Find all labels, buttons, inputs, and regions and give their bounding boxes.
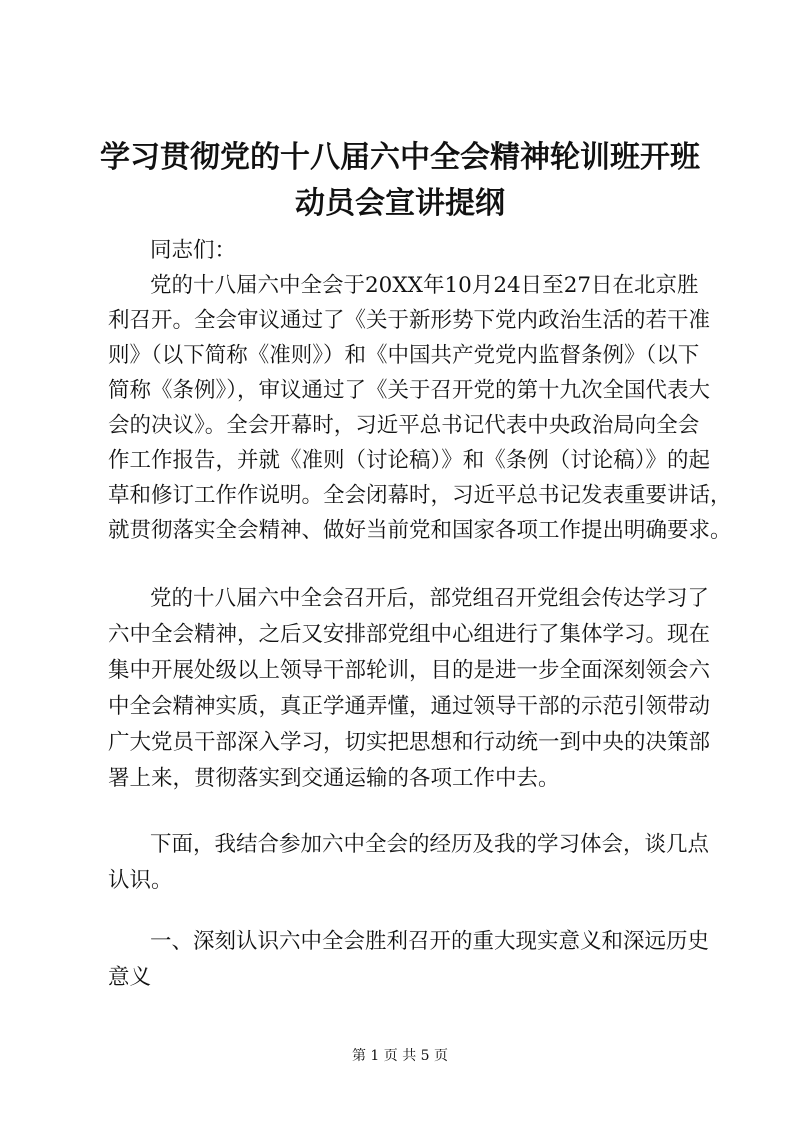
page-number: 第 1 页 共 5 页	[351, 1048, 449, 1064]
paragraph-2-line: 党的十八届六中全会召开后，部党组召开党组会传达学习了	[150, 586, 710, 611]
section-heading-line: 意义	[108, 965, 152, 990]
paragraph-1-line: 党的十八届六中全会于20XX年10月24日至27日在北京胜	[150, 273, 699, 298]
paragraph-3-line: 下面，我结合参加六中全会的经历及我的学习体会，谈几点	[150, 832, 710, 857]
paragraph-1-line: 就贯彻落实全会精神、做好当前党和国家各项工作提出明确要求。	[108, 518, 732, 543]
paragraph-1-line: 作工作报告，并就《准则（讨论稿）》和《条例（讨论稿）》的起	[108, 448, 711, 473]
paragraph-1-line: 会的决议》。全会开幕时，习近平总书记代表中央政治局向全会	[108, 413, 700, 438]
document-title-line-2: 动员会宣讲提纲	[295, 186, 505, 221]
paragraph-1-line: 简称《条例》），审议通过了《关于召开党的第十九次全国代表大	[108, 378, 711, 403]
document-title-line-1: 学习贯彻党的十八届六中全会精神轮训班开班	[100, 140, 700, 175]
paragraph-2-line: 集中开展处级以上领导干部轮训，目的是进一步全面深刻领会六	[108, 658, 711, 683]
paragraph-2-line: 署上来，贯彻落实到交通运输的各项工作中去。	[108, 766, 560, 791]
paragraph-3-line: 认识。	[108, 868, 173, 893]
section-heading-line: 一、深刻认识六中全会胜利召开的重大现实意义和深远历史	[150, 929, 710, 954]
paragraph-1-line: 则》（以下简称《准则》）和《中国共产党党内监督条例》（以下	[108, 343, 700, 368]
paragraph-2-line: 中全会精神实质，真正学通弄懂，通过领导干部的示范引领带动	[108, 694, 711, 719]
paragraph-2-line: 广大党员干部深入学习，切实把思想和行动统一到中央的决策部	[108, 730, 711, 755]
paragraph-1-line: 草和修订工作作说明。全会闭幕时，习近平总书记发表重要讲话，	[108, 483, 732, 508]
paragraph-2-line: 六中全会精神，之后又安排部党组中心组进行了集体学习。现在	[108, 622, 711, 647]
paragraph-1-line: 利召开。全会审议通过了《关于新形势下党内政治生活的若干准	[108, 308, 711, 333]
salutation: 同志们：	[150, 238, 237, 263]
